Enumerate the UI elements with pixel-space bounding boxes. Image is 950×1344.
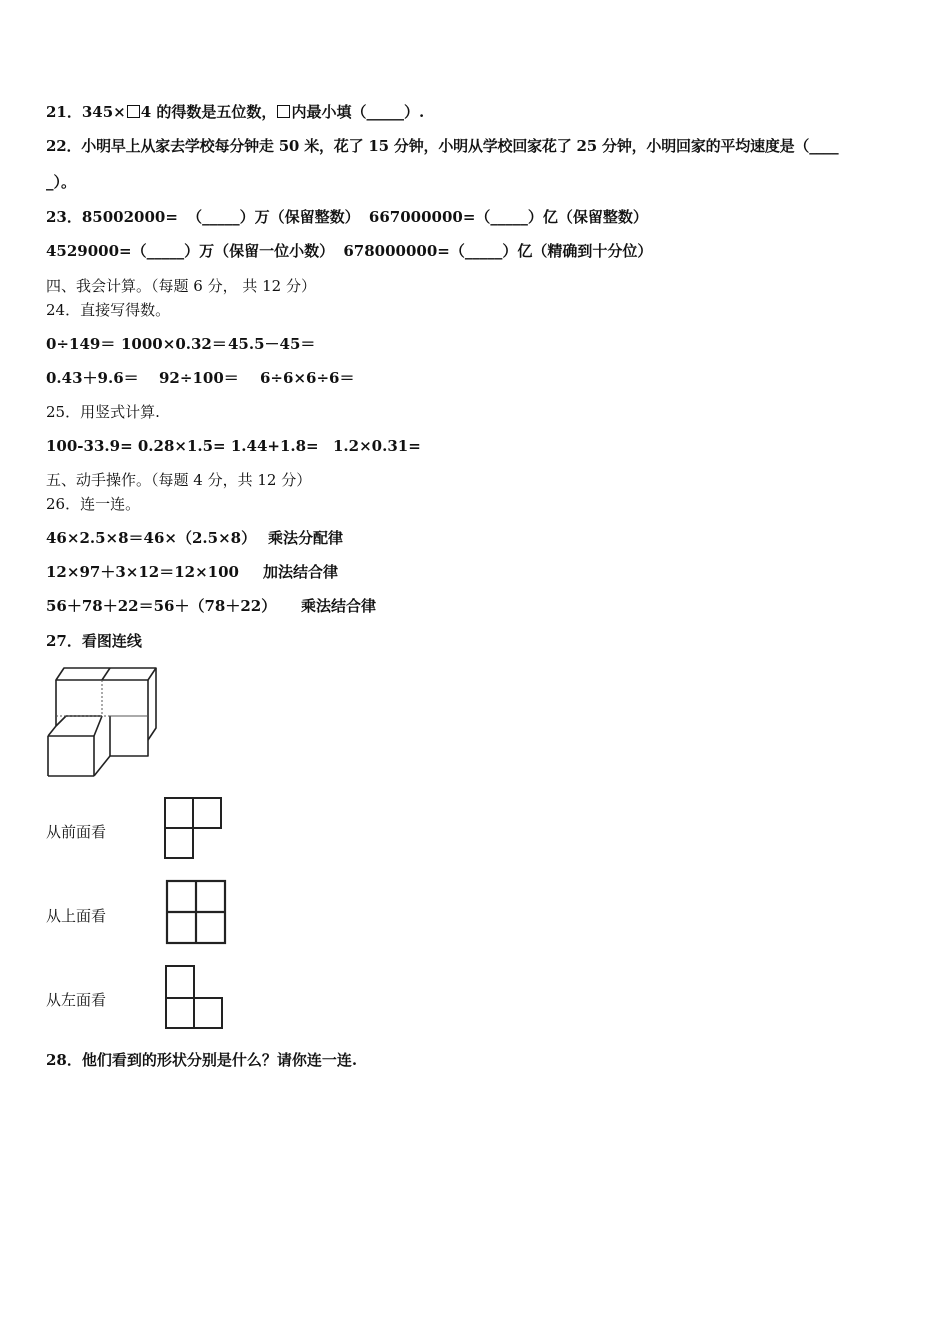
question-27-title: 27．看图连线 <box>46 632 142 650</box>
match-law: 乘法分配律 <box>268 529 344 547</box>
blank-square-icon <box>277 105 290 118</box>
calc-item: 1000×0.32＝ <box>121 335 227 353</box>
question-25-title: 25．用竖式计算. <box>46 403 160 421</box>
question-28-title: 28．他们看到的形状分别是什么？请你连一连. <box>46 1051 358 1069</box>
calc-item: 0÷149＝ <box>46 335 116 353</box>
question-26-title: 26．连一连。 <box>46 495 141 513</box>
question-22-line1: 22．小明早上从家去学校每分钟走 50 米，花了 15 分钟，小明从学校回家花了 25 分钟，小明回家的平均速度是（____ <box>46 137 839 155</box>
question-22-line2: _）。 <box>46 173 77 191</box>
question-24-title: 24．直接写得数。 <box>46 301 171 319</box>
question-23-line2: 4529000=（_____）万（保留一位小数） 678000000=（_____）亿（精确到十分位） <box>46 242 653 260</box>
match-expression: 46×2.5×8＝46×（2.5×8） <box>46 529 257 547</box>
match-expression: 12×97＋3×12＝12×100 <box>46 563 239 581</box>
vertical-calc-last: 1.2×0.31= <box>333 437 421 455</box>
section-4-heading: 四、我会计算。（每题 6 分， 共 12 分） <box>46 277 316 295</box>
match-law: 乘法结合律 <box>301 597 377 615</box>
calc-item: 0.43＋9.6＝ <box>46 369 139 387</box>
calc-item: 45.5－45＝ <box>228 335 316 353</box>
blank-square-icon <box>127 105 140 118</box>
calc-item: 6÷6×6÷6＝ <box>260 369 355 387</box>
question-21: 21．345× 4 的得数是五位数， 内最小填（_____）. <box>46 103 425 121</box>
match-expression: 56＋78＋22＝56＋（78＋22） <box>46 597 277 615</box>
view-shape-l-bottom-right <box>163 964 225 1032</box>
vertical-calc-exprs: 100-33.9= 0.28×1.5= 1.44+1.8= <box>46 437 319 455</box>
view-shape-2x2-grid <box>165 879 227 947</box>
view-label-top: 从上面看 <box>46 907 107 925</box>
view-label-front: 从前面看 <box>46 823 107 841</box>
view-shape-l-top-right <box>163 796 225 862</box>
view-label-left: 从左面看 <box>46 991 107 1009</box>
match-law: 加法结合律 <box>263 563 339 581</box>
section-5-heading: 五、动手操作。（每题 4 分，共 12 分） <box>46 471 312 489</box>
calc-item: 92÷100＝ <box>159 369 239 387</box>
question-23-line1: 23．85002000= （_____）万（保留整数） 667000000=（_____）亿（保留整数） <box>46 208 648 226</box>
cube-stack-figure <box>44 660 160 780</box>
